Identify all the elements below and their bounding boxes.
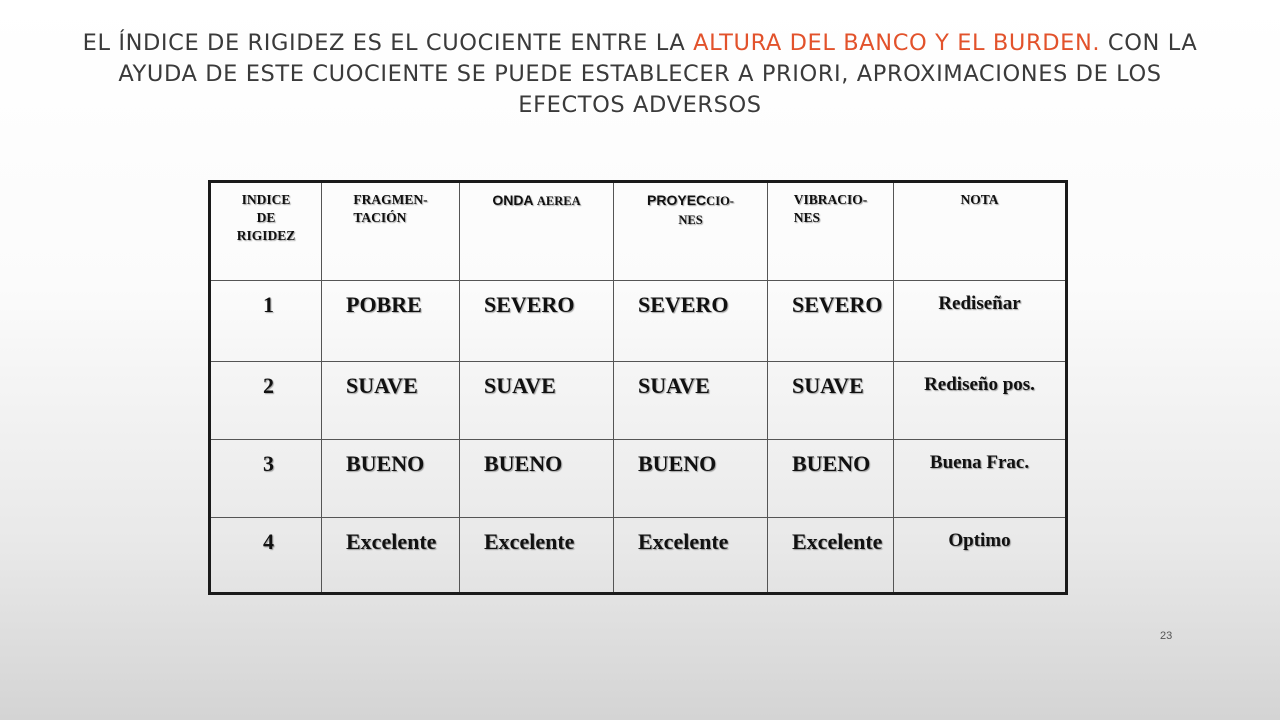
cell-nota: Rediseño pos. <box>894 362 1067 440</box>
cell-vibraciones: BUENO <box>768 440 894 518</box>
cell-onda-aerea: SUAVE <box>460 362 614 440</box>
header-fragmentacion: FRAGMEN- TACIÓN <box>322 182 460 281</box>
header-onda-aerea: ONDA AEREA <box>460 182 614 281</box>
cell-proyecciones: SEVERO <box>614 281 768 362</box>
cell-onda-aerea: SEVERO <box>460 281 614 362</box>
table-row <box>210 440 1067 518</box>
cell-fragmentacion: Excelente <box>322 518 460 594</box>
cell-nota: Optimo <box>894 518 1067 594</box>
title-part-2: CON LA AYUDA DE ESTE CUOCIENTE SE PUEDE ESTABLECER A PRIORI, APROXIMACIONES DE LOS EFECTOS ADVERSOS <box>118 30 1198 118</box>
cell-proyecciones: Excelente <box>614 518 768 594</box>
cell-index: 3 <box>210 440 322 518</box>
cell-fragmentacion: POBRE <box>322 281 460 362</box>
header-indice-rigidez: INDICE DE RIGIDEZ <box>210 182 322 281</box>
title-part-1: EL ÍNDICE DE RIGIDEZ ES EL CUOCIENTE ENTRE LA <box>82 30 694 56</box>
header-nota: NOTA <box>894 182 1067 281</box>
header-vibraciones: VIBRACIO- NES <box>768 182 894 281</box>
cell-nota: Buena Frac. <box>894 440 1067 518</box>
cell-nota: Rediseñar <box>894 281 1067 362</box>
table-row <box>210 518 1067 594</box>
table-row <box>210 281 1067 362</box>
rigidity-index-table <box>208 180 1068 595</box>
header-proyecciones: PROYECCIO- NES <box>614 182 768 281</box>
cell-vibraciones: Excelente <box>768 518 894 594</box>
cell-fragmentacion: BUENO <box>322 440 460 518</box>
cell-index: 4 <box>210 518 322 594</box>
cell-fragmentacion: SUAVE <box>322 362 460 440</box>
cell-vibraciones: SEVERO <box>768 281 894 362</box>
cell-index: 1 <box>210 281 322 362</box>
table-header-row <box>210 182 1067 281</box>
cell-vibraciones: SUAVE <box>768 362 894 440</box>
page-number: 23 <box>1160 630 1173 642</box>
cell-onda-aerea: Excelente <box>460 518 614 594</box>
table-row <box>210 362 1067 440</box>
cell-proyecciones: SUAVE <box>614 362 768 440</box>
cell-proyecciones: BUENO <box>614 440 768 518</box>
cell-onda-aerea: BUENO <box>460 440 614 518</box>
title-accent: ALTURA DEL BANCO Y EL BURDEN. <box>693 30 1101 56</box>
cell-index: 2 <box>210 362 322 440</box>
slide-title <box>70 28 1210 121</box>
